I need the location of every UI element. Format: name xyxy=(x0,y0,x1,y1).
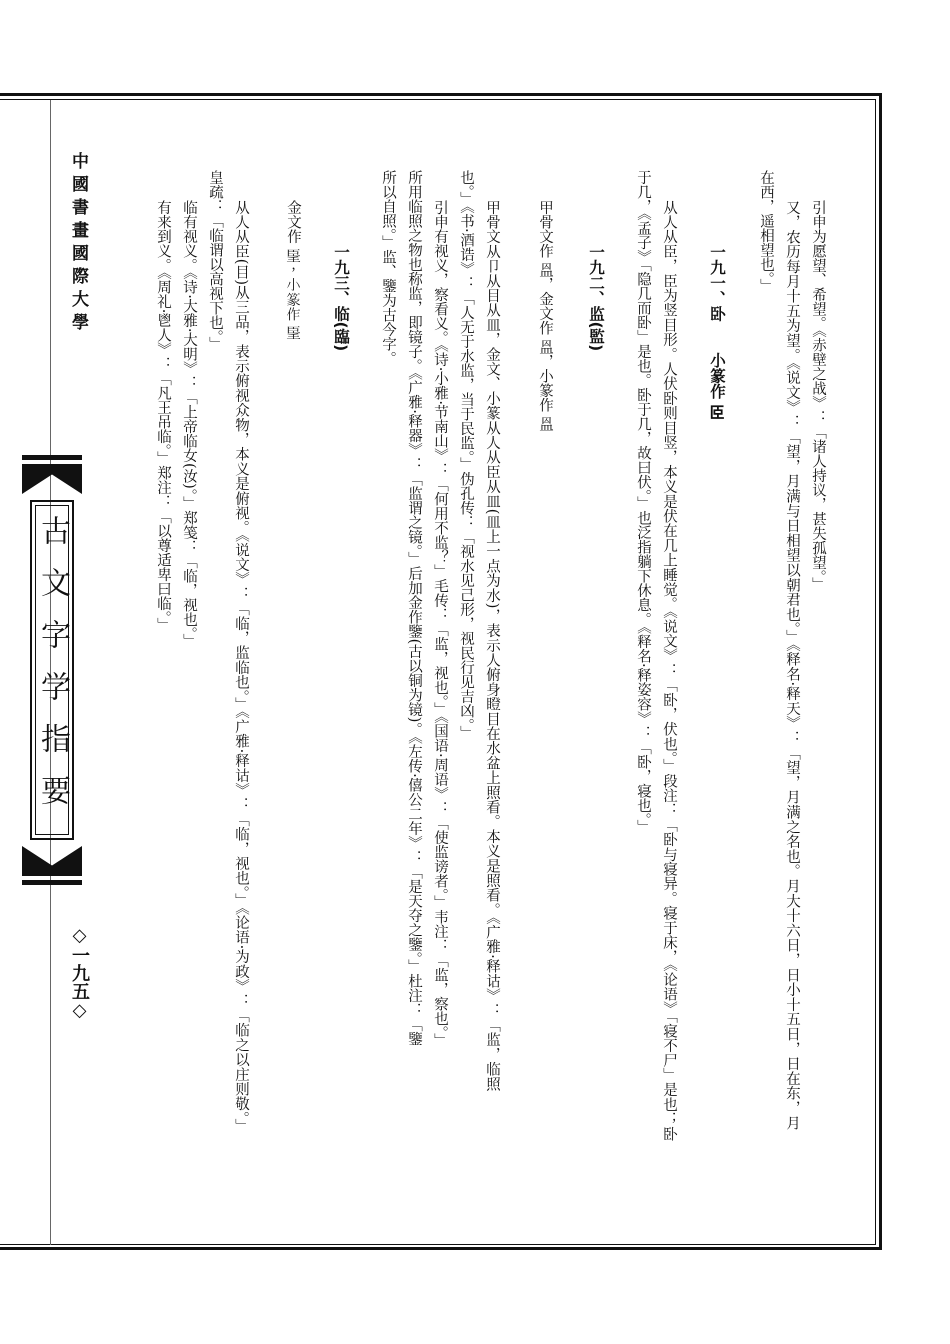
ornament-bar xyxy=(22,455,82,460)
text-column: 在西，遥相望也。」 xyxy=(758,170,774,294)
book-title-block xyxy=(22,455,82,885)
section-heading: 一九三、临(臨) xyxy=(332,244,350,352)
text-column: 所以自照。」监、鑒为古今字。 xyxy=(380,170,396,366)
text-column: 临有视义。《诗·大雅·大明》：「上帝临女(汝)。」郑笺：「临，视也。」 xyxy=(181,200,197,649)
text-column: 所用临照之物也称监，即镜子。《广雅·释器》：「监谓之镜。」后加金作鑒(古以铜为镜)。《左传·僖公二年》：「是天夺之鑒。」杜注：「鑒 xyxy=(406,170,422,1047)
text-column: 也。」《书·酒诰》：「人无于水监，当于民监。」伪孔传：「视水见己形，视民行见吉凶。」 xyxy=(458,170,474,741)
school-name: 中國書畫國際大學 xyxy=(68,152,88,336)
text-column: 金文作 𦣠，小篆作 𦣠 xyxy=(285,200,301,340)
text-column: 甲骨文作 𥁕，金文作 𥁕，小篆作 𥁕 xyxy=(537,200,553,432)
text-column: 又，农历每月十五为望。《说文》：「望，月满与日相望以朝君也。」《释名·释天》：「望，月满之名也。月大十六日，日小十五日，日在东，月 xyxy=(784,200,800,1131)
ornament-bottom xyxy=(22,846,82,876)
text-column: 皇疏：「临谓以高视下也。」 xyxy=(207,170,223,352)
text-column: 从人从臣(目)从三品，表示俯视众物，本义是俯视。《说文》：「临，监临也。」《广雅·释诂》：「临，视也。」《论语·为政》：「临之以庄则敬。」 xyxy=(233,200,249,1134)
section-heading: 一九一、卧 小篆作 𦣞 xyxy=(708,244,726,420)
book-title: 古文字学指要 xyxy=(35,515,70,827)
text-column: 从人从臣，臣为竖目形。人伏卧则目竖，本义是伏在几上睡觉。《说文》：「卧，伏也。」段注：「卧与寝异。寝于床，《论语》「寝不尸」是也；卧 xyxy=(661,200,677,1142)
ornament-bar xyxy=(22,880,82,885)
ornament-top xyxy=(22,464,82,494)
text-column: 有来到义。《周礼·鬯人》：「凡王吊临。」郑注：「以尊适卑曰临。」 xyxy=(155,200,171,633)
text-column: 引申为愿望、希望。《赤壁之战》：「诸人持议，甚失孤望。」 xyxy=(810,200,826,592)
text-column: 甲骨文从卩从目从皿，金文、小篆从人从臣从皿(皿上一点为水)，表示人俯身瞪目在水盆上照看。本义是照看。《广雅·释诂》：「监，临照 xyxy=(484,200,500,1092)
text-column: 引申有视义，察看义。《诗·小雅·节南山》：「何用不监？」毛传：「监，视也。」《国语·周语》：「使监谤者。」韦注：「监，察也。」 xyxy=(432,200,448,1048)
text-column: 于几，《孟子》「隐几而卧」是也。卧于几，故曰伏。」也泛指躺下休息。《释名·释姿容》：「卧，寝也。」 xyxy=(635,170,651,835)
section-heading: 一九二、监(監) xyxy=(587,244,605,352)
page-number: ◇一九五◇ xyxy=(69,925,90,1021)
